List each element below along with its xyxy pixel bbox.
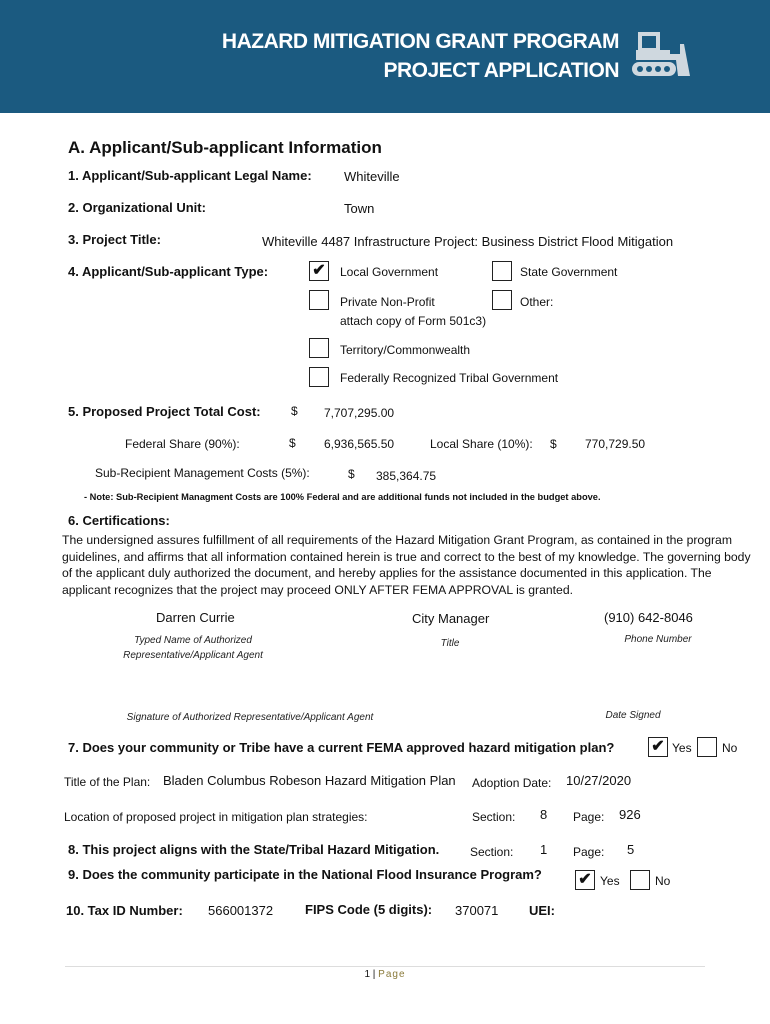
mgmt-cost-note: - Note: Sub-Recipient Managment Costs are 100% Federal and are additional funds not included in the budget above. [84, 492, 601, 502]
phone-caption: Phone Number [624, 634, 692, 645]
q8-page-value[interactable]: 5 [627, 842, 635, 857]
project-title-label: 3. Project Title: [68, 232, 161, 247]
header-banner [0, 0, 770, 113]
uei-label: UEI: [529, 903, 555, 918]
federal-share-currency: $ [289, 436, 296, 450]
rep-phone-value[interactable]: (910) 642-8046 [604, 610, 693, 625]
q7-section-label: Section: [472, 810, 516, 824]
local-government-label: Local Government [340, 265, 439, 279]
name-caption-line1: Typed Name of Authorized [134, 635, 252, 646]
fips-value[interactable]: 370071 [455, 903, 499, 918]
q7-page-label: Page: [573, 810, 605, 824]
mgmt-cost-value[interactable]: 385,364.75 [376, 469, 437, 483]
q9-no-label: No [655, 874, 671, 888]
q7-no-checkbox[interactable] [697, 737, 717, 757]
header-title-line2: PROJECT APPLICATION [383, 59, 619, 82]
page-number-value: 1 [364, 969, 371, 980]
state-government-checkbox[interactable] [492, 261, 512, 281]
local-share-label: Local Share (10%): [430, 437, 533, 451]
tribal-checkbox[interactable] [309, 367, 329, 387]
private-nonprofit-label: Private Non-Profit [340, 295, 435, 309]
federal-share-label: Federal Share (90%): [125, 437, 240, 451]
q8-section-value[interactable]: 1 [540, 842, 548, 857]
local-share-value[interactable]: 770,729.50 [585, 437, 646, 451]
date-signed-caption: Date Signed [605, 710, 661, 721]
adoption-date-value[interactable]: 10/27/2020 [566, 773, 632, 788]
title-caption: Title [440, 638, 460, 649]
page-word: Page [378, 969, 406, 980]
q7-no-label: No [722, 741, 738, 755]
name-caption-line2: Representative/Applicant Agent [123, 650, 263, 661]
page-number-separator: | [370, 969, 379, 980]
q9-yes-label: Yes [600, 874, 620, 888]
tribal-label: Federally Recognized Tribal Government [340, 371, 559, 385]
q7-yes-label: Yes [672, 741, 692, 755]
local-government-checkbox[interactable]: ✔ [309, 261, 329, 281]
applicant-type-label: 4. Applicant/Sub-applicant Type: [68, 264, 269, 279]
q9-label: 9. Does the community participate in the National Flood Insurance Program? [68, 867, 542, 882]
local-share-currency: $ [550, 437, 557, 451]
q7-section-value[interactable]: 8 [540, 807, 548, 822]
fips-label: FIPS Code (5 digits): [305, 902, 433, 917]
signature-caption: Signature of Authorized Representative/Applicant Agent [126, 712, 374, 723]
bulldozer-icon [630, 30, 692, 80]
territory-checkbox[interactable] [309, 338, 329, 358]
rep-name-value[interactable]: Darren Currie [156, 610, 235, 625]
certifications-heading: 6. Certifications: [68, 513, 170, 528]
federal-share-value[interactable]: 6,936,565.50 [324, 437, 395, 451]
total-cost-label: 5. Proposed Project Total Cost: [68, 404, 261, 419]
q8-label: 8. This project aligns with the State/Tribal Hazard Mitigation. [68, 842, 440, 857]
q9-yes-checkbox[interactable]: ✔ [575, 870, 595, 890]
q7-yes-checkbox[interactable]: ✔ [648, 737, 668, 757]
section-a-heading: A. Applicant/Sub-applicant Information [68, 138, 382, 157]
tax-id-value[interactable]: 566001372 [208, 903, 274, 918]
q9-no-checkbox[interactable] [630, 870, 650, 890]
legal-name-value[interactable]: Whiteville [344, 169, 400, 184]
location-label: Location of proposed project in mitigation plan strategies: [64, 810, 368, 824]
header-title-line1: HAZARD MITIGATION GRANT PROGRAM [221, 30, 619, 53]
org-unit-label: 2. Organizational Unit: [68, 200, 206, 215]
adoption-date-label: Adoption Date: [472, 776, 552, 790]
page-number [0, 969, 770, 980]
plan-title-value[interactable]: Bladen Columbus Robeson Hazard Mitigation Plan [163, 773, 456, 788]
q8-section-label: Section: [470, 845, 514, 859]
other-label: Other: [520, 295, 554, 309]
q7-label: 7. Does your community or Tribe have a current FEMA approved hazard mitigation plan? [68, 740, 615, 755]
total-cost-currency: $ [291, 404, 298, 418]
other-checkbox[interactable] [492, 290, 512, 310]
org-unit-value[interactable]: Town [344, 201, 375, 216]
private-nonprofit-note: attach copy of Form 501c3) [340, 314, 487, 328]
legal-name-label: 1. Applicant/Sub-applicant Legal Name: [68, 168, 312, 183]
territory-label: Territory/Commonwealth [340, 343, 471, 357]
total-cost-value[interactable]: 7,707,295.00 [324, 406, 395, 420]
rep-title-value[interactable]: City Manager [412, 611, 490, 626]
state-government-label: State Government [520, 265, 618, 279]
project-title-value[interactable]: Whiteville 4487 Infrastructure Project: Business District Flood Mitigation [262, 234, 674, 249]
mgmt-cost-label: Sub-Recipient Management Costs (5%): [95, 466, 310, 480]
private-nonprofit-checkbox[interactable] [309, 290, 329, 310]
mgmt-cost-currency: $ [348, 467, 355, 481]
q7-page-value[interactable]: 926 [619, 807, 641, 822]
certifications-text: The undersigned assures fulfillment of all requirements of the Hazard Mitigation Grant Program, as contained in the program guidelines, and affirms that all information contained herein is true and correct to the best of my knowledge. The governing body of the applicant duly authorized the document, and hereby applies for the assistance documented in this application. The applicant recognizes that the project may proceed ONLY AFTER FEMA APPROVAL is granted. [62, 533, 751, 597]
q8-page-label: Page: [573, 845, 605, 859]
plan-title-label: Title of the Plan: [64, 775, 151, 789]
tax-id-label: 10. Tax ID Number: [66, 903, 183, 918]
footer-divider [65, 966, 705, 967]
